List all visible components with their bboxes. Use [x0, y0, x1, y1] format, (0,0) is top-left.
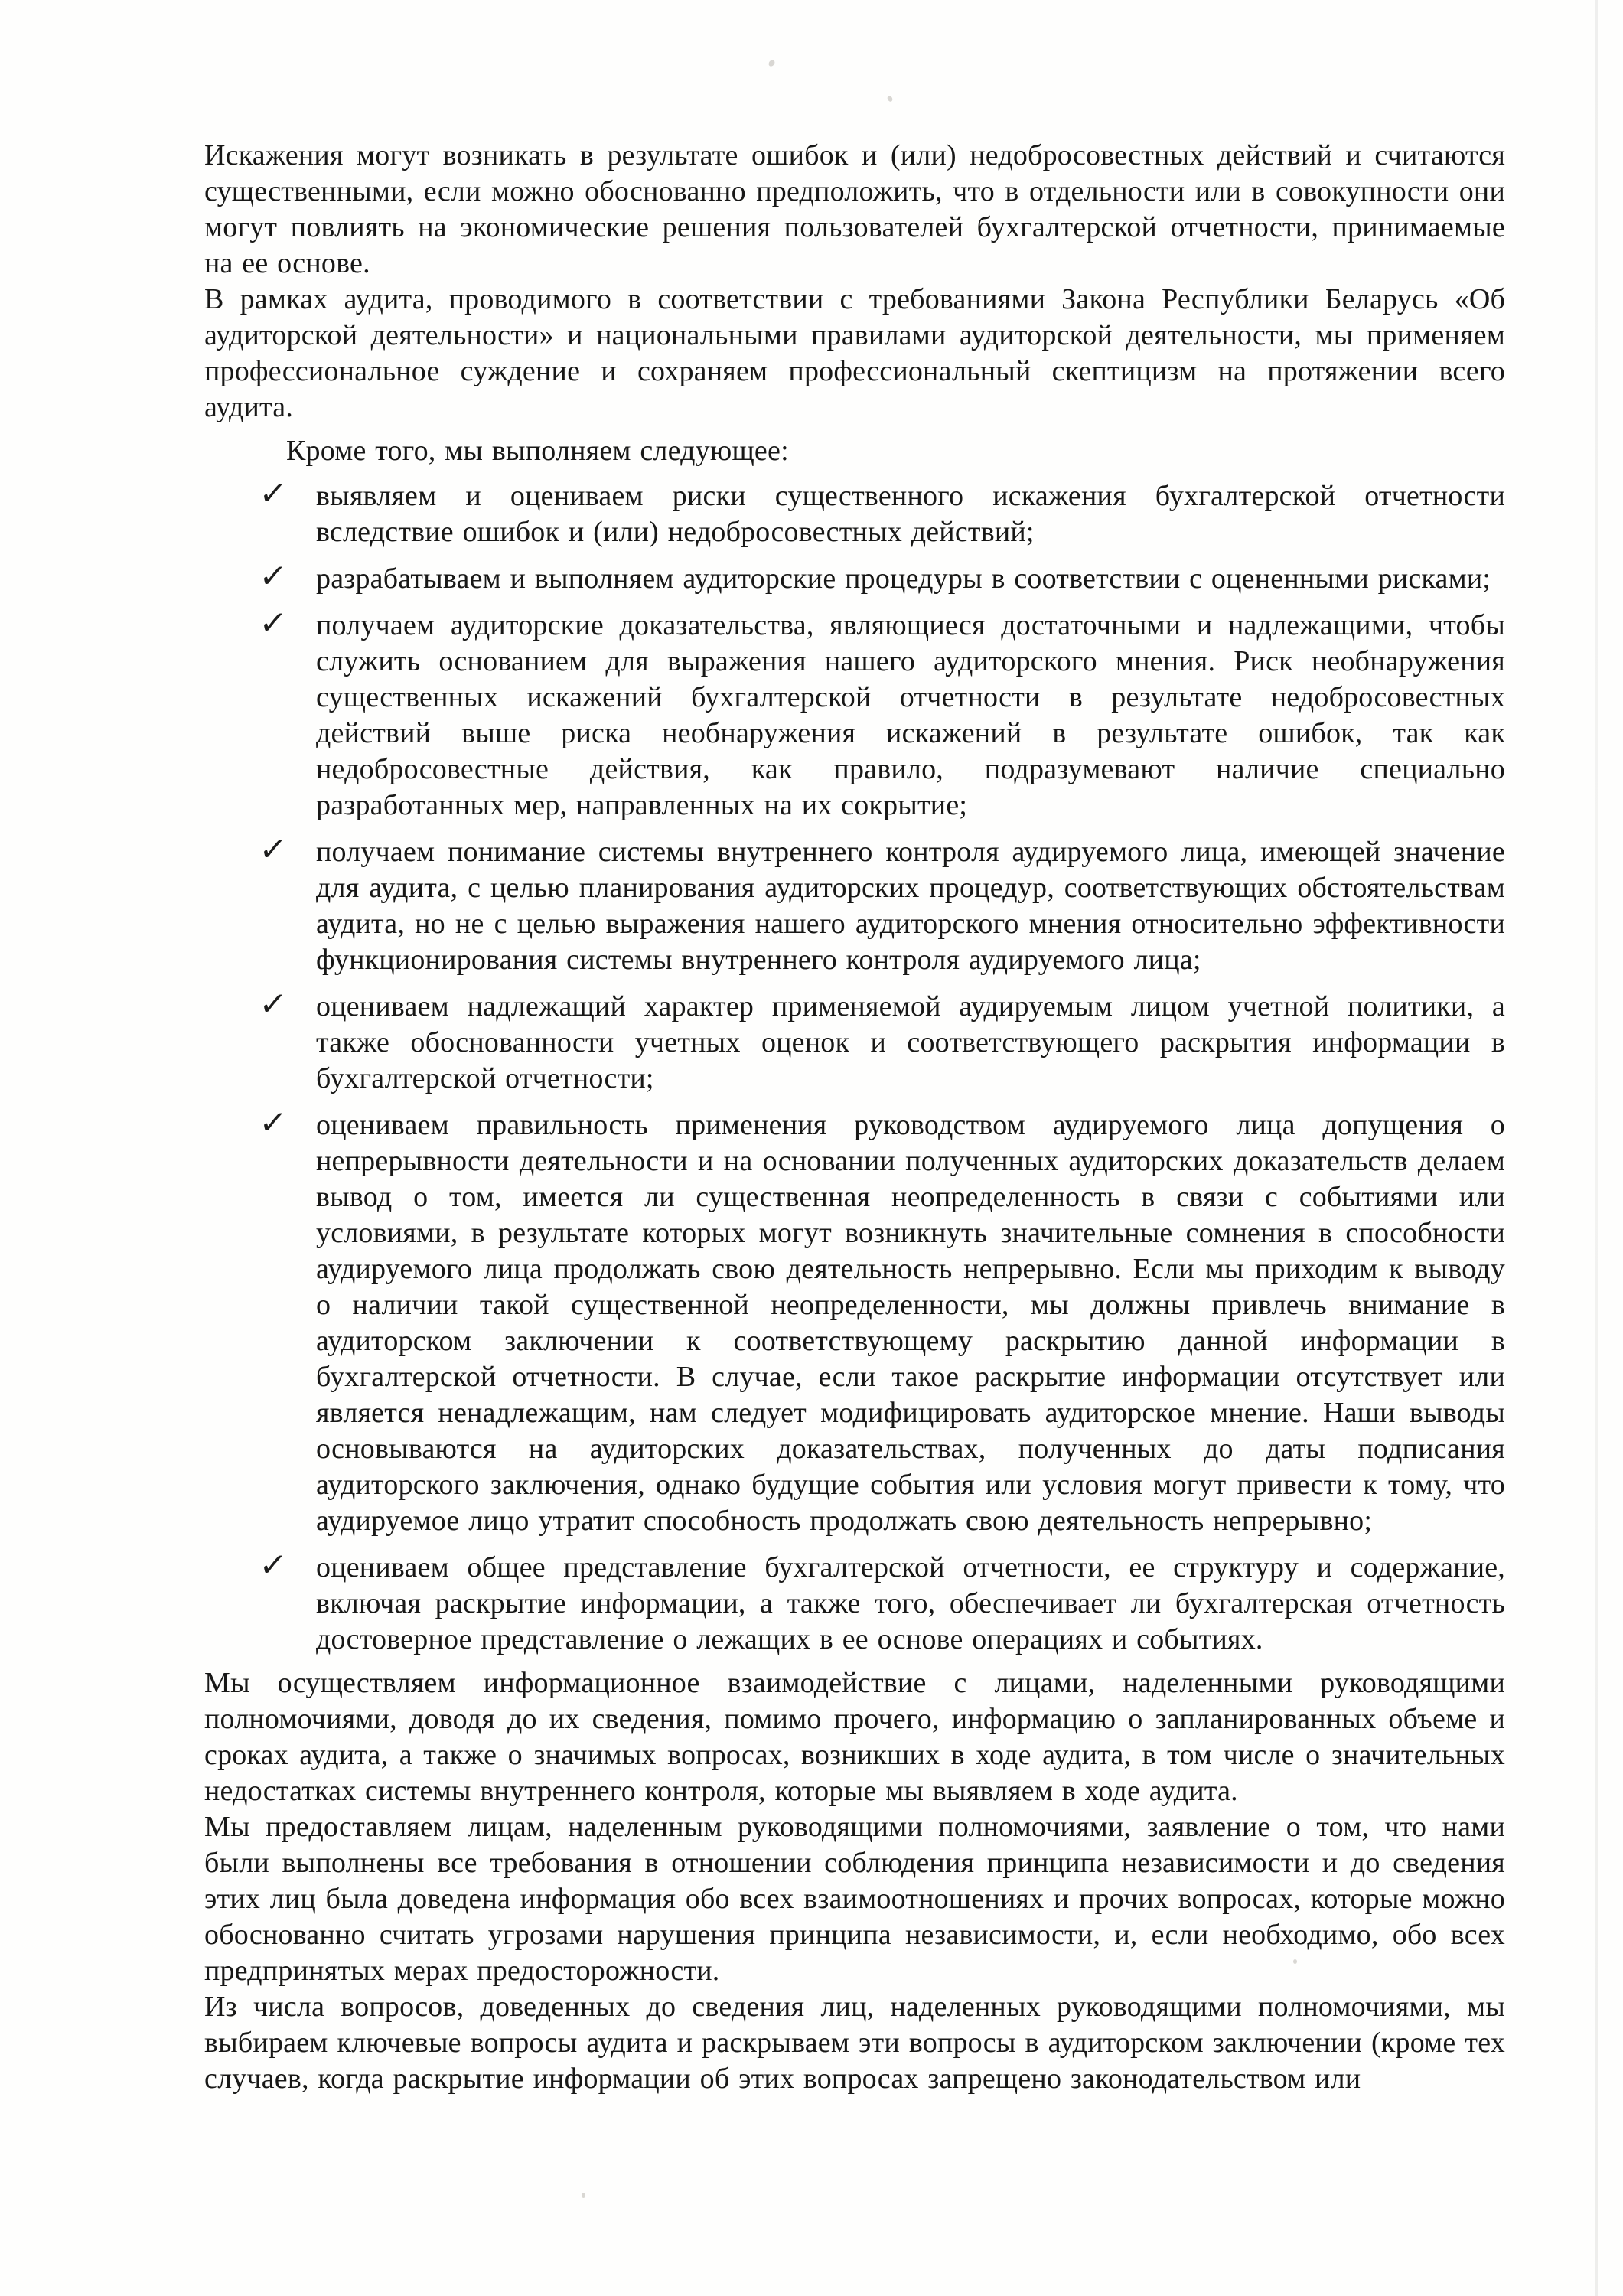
checklist-item-design-procedures [204, 561, 1505, 597]
checkmark-icon: ✓ [257, 477, 288, 512]
paragraph-governance-communication: Мы осуществляем информационное взаимодействие с лицами, наделенными руководящими полномочиями, доводя до их сведения, помимо прочего, информацию о запланированных объеме и сроках аудита, а также о значимых вопросах, возникших в ходе аудита, в том числе о значительных недостатках системы внутреннего контроля, которые мы выявляем в ходе аудита. [204, 1667, 1505, 1807]
checkmark-icon: ✓ [257, 1548, 288, 1583]
checkmark-icon: ✓ [257, 833, 288, 868]
scan-artifact-speck [768, 59, 776, 67]
audit-procedures-checklist [204, 478, 1505, 1658]
checklist-item-text: оцениваем общее представление бухгалтерской отчетности, ее структуру и содержание, включая раскрытие информации, а также того, обеспечивает ли бухгалтерская отчетность достоверное представление о лежащих в ее основе операциях и событиях. [316, 1551, 1505, 1655]
checklist-item-text: оцениваем надлежащий характер применяемой аудируемым лицом учетной политики, а также обоснованности учетных оценок и соответствующего раскрытия информации в бухгалтерской отчетности; [316, 990, 1505, 1094]
checklist-item-text: оцениваем правильность применения руководством аудируемого лица допущения о непрерывности деятельности и на основании полученных аудиторских доказательств делаем вывод о том, имеется ли существенная неопределенность в связи с событиями или условиями, в результате которых могут возникнуть значительные сомнения в способности аудируемого лица продолжать свою деятельность непрерывно. Если мы приходим к выводу о наличии такой существенной неопределенности, мы должны привлечь внимание в аудиторском заключении к соответствующему раскрытию данной информации в бухгалтерской отчетности. В случае, если такое раскрытие информации отсутствует или является ненадлежащим, нам следует модифицировать аудиторское мнение. Наши выводы основываются на аудиторских доказательствах, полученных до даты подписания аудиторского заключения, однако будущие события или условия могут привести к тому, что аудируемое лицо утратит способность продолжать свою деятельность непрерывно; [316, 1109, 1505, 1537]
checkmark-icon: ✓ [257, 606, 288, 641]
document-content [204, 138, 1505, 2097]
scan-artifact-speck [582, 2193, 585, 2198]
checklist-item-accounting-policy [204, 989, 1505, 1097]
checklist-intro: Кроме того, мы выполняем следующее: [286, 435, 789, 467]
scan-artifact-speck [886, 95, 893, 103]
paragraph-audit-framework: В рамках аудита, проводимого в соответствии с требованиями Закона Республики Беларусь «Об аудиторской деятельности» и национальными правилами аудиторской деятельности, мы применяем профессиональное суждение и сохраняем профессиональный скептицизм на протяжении всего аудита. [204, 283, 1505, 423]
checklist-item-internal-control [204, 834, 1505, 978]
checkmark-icon: ✓ [257, 559, 288, 595]
paragraph-misstatements-definition: Искажения могут возникать в результате ошибок и (или) недобросовестных действий и считаются существенными, если можно обоснованно предположить, что в отдельности или в совокупности они могут повлиять на экономические решения пользователей бухгалтерской отчетности, принимаемые на ее основе. [204, 139, 1505, 279]
checkmark-icon: ✓ [257, 1106, 288, 1141]
checkmark-icon: ✓ [257, 987, 288, 1022]
checklist-item-obtain-evidence [204, 608, 1505, 823]
checklist-item-going-concern [204, 1107, 1505, 1539]
checklist-item-text: выявляем и оцениваем риски существенного искажения бухгалтерской отчетности вследствие ошибок и (или) недобросовестных действий; [316, 480, 1505, 548]
checklist-item-overall-presentation [204, 1550, 1505, 1658]
checklist-item-text: получаем аудиторские доказательства, являющиеся достаточными и надлежащими, чтобы служить основанием для выражения нашего аудиторского мнения. Риск необнаружения существенных искажений бухгалтерской отчетности в результате недобросовестных действий выше риска необнаружения искажений в результате ошибок, так как недобросовестные действия, как правило, подразумевают наличие специально разработанных мер, направленных на их сокрытие; [316, 609, 1505, 821]
checklist-item-text: получаем понимание системы внутреннего контроля аудируемого лица, имеющей значение для аудита, с целью планирования аудиторских процедур, соответствующих обстоятельствам аудита, но не с целью выражения нашего аудиторского мнения относительно эффективности функционирования системы внутреннего контроля аудируемого лица; [316, 836, 1505, 976]
paragraph-independence-statement: Мы предоставляем лицам, наделенным руководящими полномочиями, заявление о том, что нами были выполнены все требования в отношении соблюдения принципа независимости и до сведения этих лиц была доведена информация обо всех взаимоотношениях и прочих вопросах, которые можно обоснованно считать угрозами нарушения принципа независимости, и, если необходимо, обо всех предпринятых мерах предосторожности. [204, 1811, 1505, 1987]
checklist-item-identify-risks [204, 478, 1505, 550]
paragraph-key-audit-matters: Из числа вопросов, доведенных до сведения лиц, наделенных руководящими полномочиями, мы выбираем ключевые вопросы аудита и раскрываем эти вопросы в аудиторском заключении (кроме тех случаев, когда раскрытие информации об этих вопросах запрещено законодательством или [204, 1991, 1505, 2095]
scan-artifact-line [1595, 0, 1598, 2296]
checklist-item-text: разрабатываем и выполняем аудиторские процедуры в соответствии с оцененными рисками; [316, 563, 1491, 595]
